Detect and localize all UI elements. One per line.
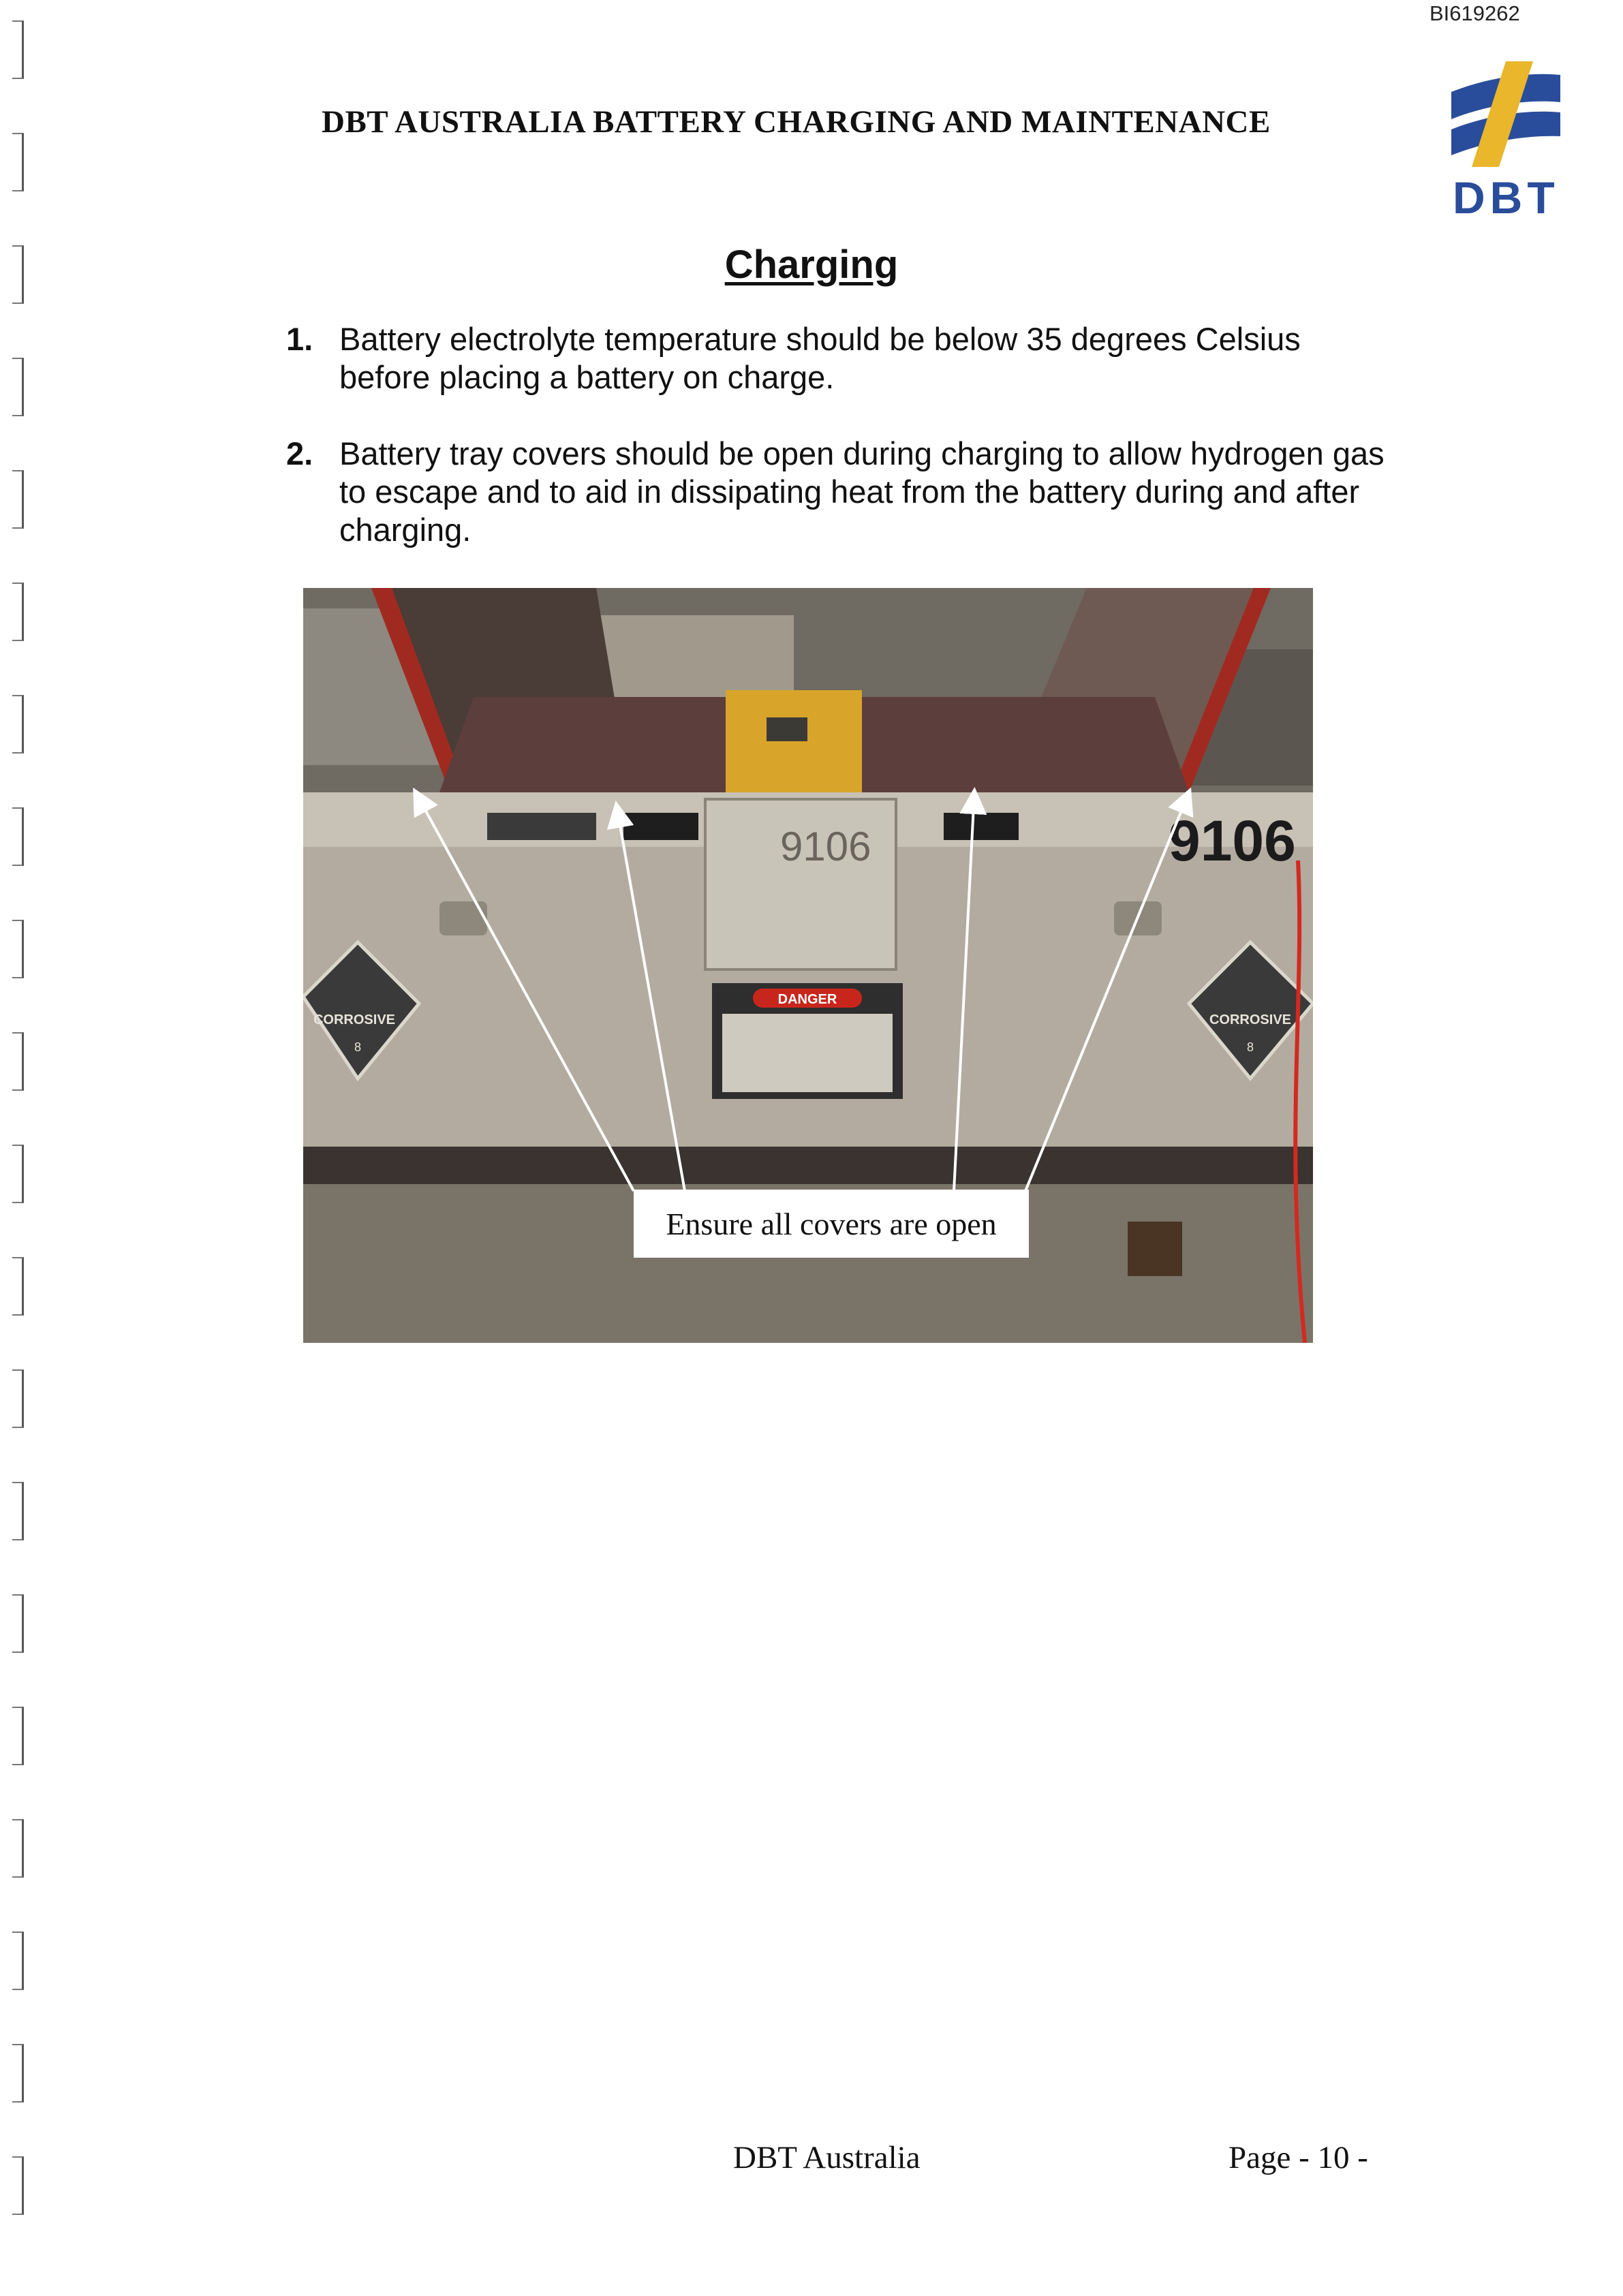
document-id: BI619262: [1429, 1, 1520, 25]
binder-mark: [12, 245, 24, 304]
step-text: Battery electrolyte temperature should be below 35 degrees Celsius before placing a battery on charge.: [339, 321, 1301, 395]
photo-callout: Ensure all covers are open: [634, 1190, 1029, 1258]
binder-mark: [12, 920, 24, 978]
footer-page-number: Page - 10 -: [1228, 2140, 1368, 2175]
binder-mark: [12, 470, 24, 529]
binder-mark: [12, 20, 24, 79]
step-item: [286, 435, 1390, 549]
binder-mark: [12, 1482, 24, 1540]
binder-mark: [12, 1932, 24, 1990]
binder-mark: [12, 695, 24, 754]
dbt-logo: [1444, 55, 1567, 223]
binder-mark: [12, 1032, 24, 1091]
svg-text:CORROSIVE: CORROSIVE: [313, 1012, 396, 1027]
plate-number-faint: 9106: [780, 824, 871, 869]
danger-label: DANGER: [777, 992, 837, 1007]
binder-mark: [12, 133, 24, 191]
binder-mark: [12, 807, 24, 866]
binder-mark: [12, 1257, 24, 1316]
binder-mark: [12, 1594, 24, 1653]
steps-list: [286, 320, 1390, 587]
binder-mark: [12, 358, 24, 416]
svg-text:8: 8: [1246, 1040, 1254, 1054]
step-number: 1.: [286, 321, 313, 357]
step-text: Battery tray covers should be open during charging to allow hydrogen gas to escape and to aid in dissipating heat from the battery during and after charging.: [339, 435, 1385, 548]
dbt-logo-mark-icon: [1444, 55, 1567, 174]
binder-mark: [12, 1145, 24, 1203]
binder-edge: [12, 20, 33, 2282]
binder-mark: [12, 1707, 24, 1765]
unit-number: 9106: [1169, 809, 1296, 873]
binder-mark: [12, 1819, 24, 1878]
header-title: DBT AUSTRALIA BATTERY CHARGING AND MAINTENANCE: [322, 104, 1271, 140]
svg-text:CORROSIVE: CORROSIVE: [1209, 1012, 1292, 1027]
binder-mark: [12, 583, 24, 641]
binder-mark: [12, 2156, 24, 2215]
binder-mark: [12, 1369, 24, 1428]
svg-text:8: 8: [354, 1040, 362, 1054]
footer-company: DBT Australia: [733, 2140, 921, 2175]
binder-mark: [12, 2044, 24, 2103]
step-item: [286, 320, 1390, 397]
dbt-logo-text: DBT: [1453, 172, 1560, 223]
battery-tray-photo: [303, 588, 1313, 1343]
section-heading: Charging: [724, 243, 899, 287]
step-number: 2.: [286, 435, 313, 471]
